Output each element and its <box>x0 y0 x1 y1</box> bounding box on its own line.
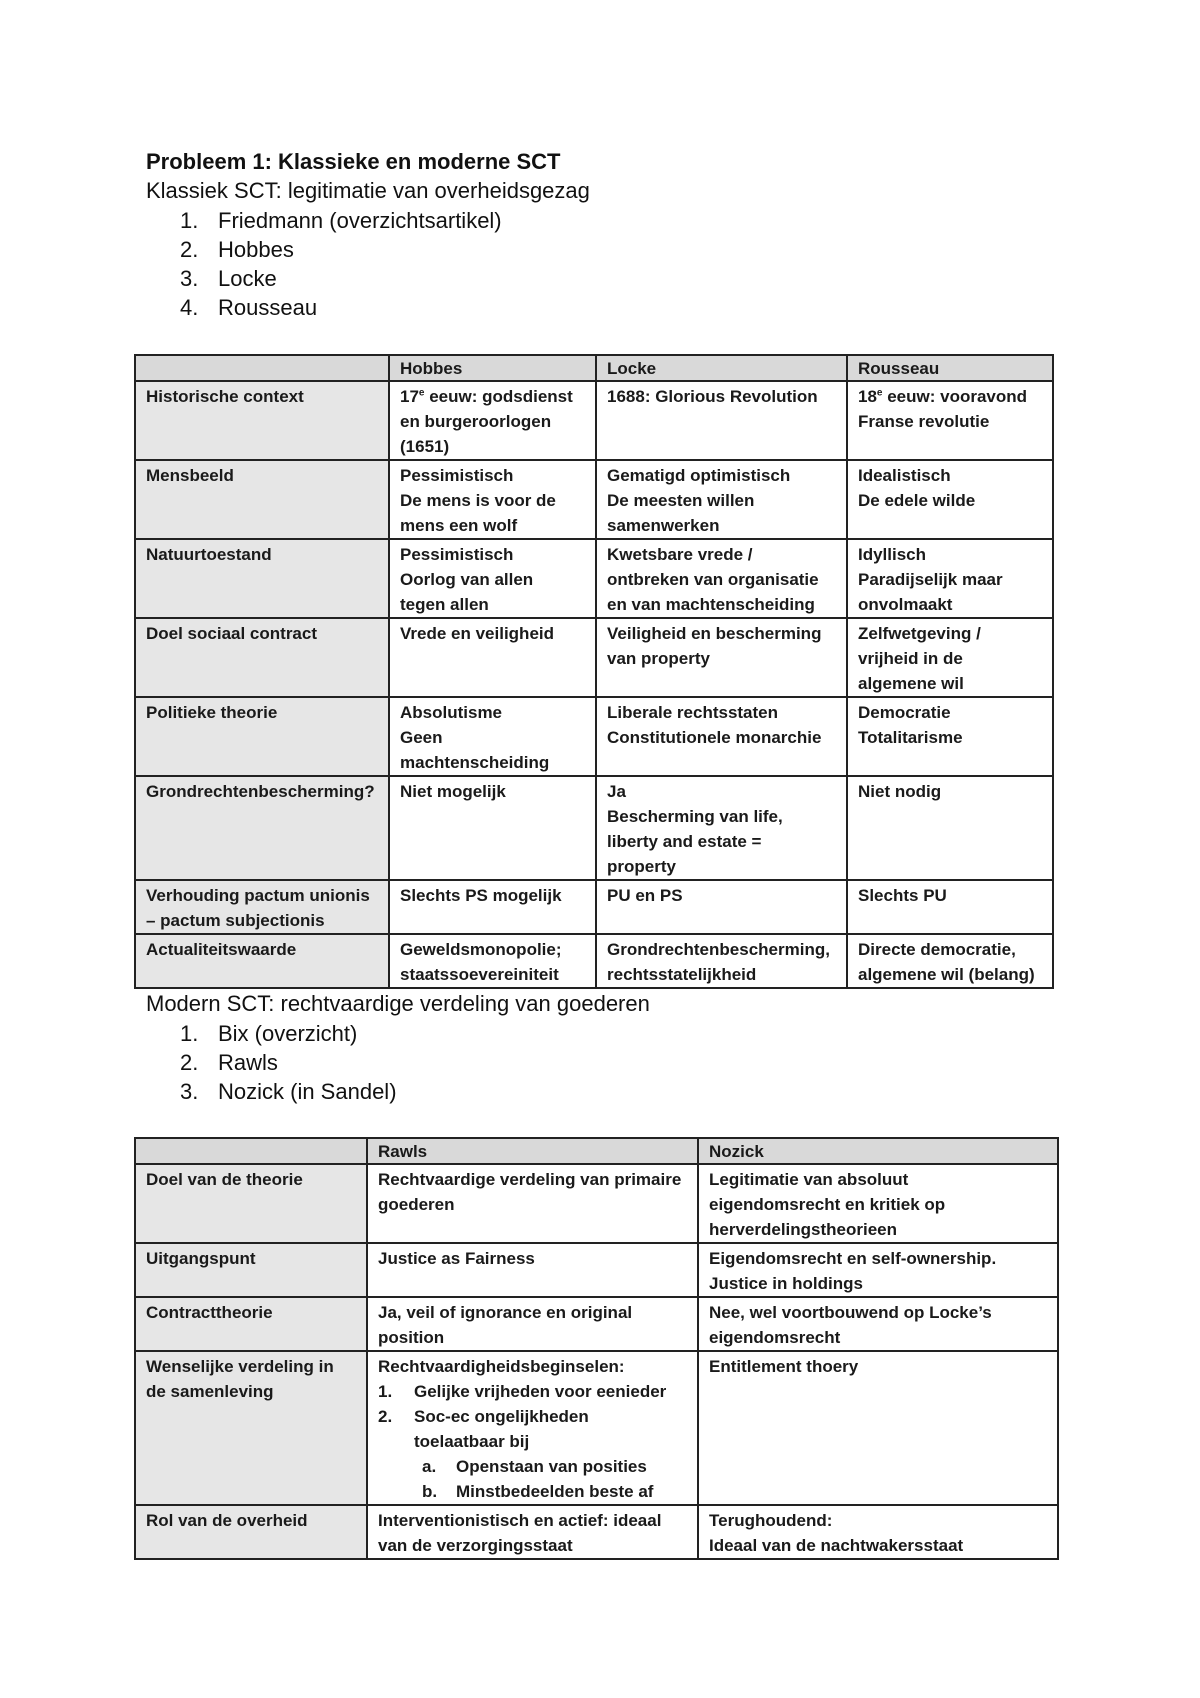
list-item: 1. Gelijke vrijheden voor eenieder <box>378 1382 667 1401</box>
cell: Democratie Totalitarisme <box>847 697 1053 776</box>
list-item-continuation: toelaatbaar bij <box>414 1432 530 1451</box>
table-row <box>135 460 1053 539</box>
row-label: Contracttheorie <box>135 1297 367 1351</box>
cell: Justice as Fairness <box>367 1243 698 1297</box>
cell: Vrede en veiligheid <box>389 618 596 697</box>
modern-sct-list <box>180 1019 397 1106</box>
row-label: Rol van de overheid <box>135 1505 367 1559</box>
table-row <box>135 539 1053 618</box>
cell: Nee, wel voortbouwend op Locke’s eigendomsrecht <box>698 1297 1058 1351</box>
cell: Slechts PU <box>847 880 1053 934</box>
header-empty <box>135 1138 367 1164</box>
header-nozick: Nozick <box>698 1138 1058 1164</box>
table-header-row <box>135 1138 1058 1164</box>
cell: Gematigd optimistisch De meesten willen samenwerken <box>596 460 847 539</box>
modern-sct-subtitle: Modern SCT: rechtvaardige verdeling van goederen <box>146 991 650 1016</box>
row-label: Verhouding pactum unionis – pactum subjectionis <box>135 880 389 934</box>
cell: Rechtvaardige verdeling van primaire goederen <box>367 1164 698 1243</box>
list-item: 2. Soc-ec ongelijkheden <box>378 1407 589 1426</box>
cell: Geweldsmonopolie; staatssoevereiniteit <box>389 934 596 988</box>
cell: Terughoudend: Ideaal van de nachtwakersstaat <box>698 1505 1058 1559</box>
cell: PU en PS <box>596 880 847 934</box>
sub-list-item: a. Openstaan van posities <box>422 1457 647 1476</box>
cell: Ja, veil of ignorance en original position <box>367 1297 698 1351</box>
classic-sct-subtitle: Klassiek SCT: legitimatie van overheidsgezag <box>146 178 590 203</box>
row-label: Uitgangspunt <box>135 1243 367 1297</box>
header-rousseau: Rousseau <box>847 355 1053 381</box>
cell: Directe democratie, algemene wil (belang) <box>847 934 1053 988</box>
cell: Niet mogelijk <box>389 776 596 880</box>
table-row <box>135 934 1053 988</box>
cell: Idyllisch Paradijselijk maar onvolmaakt <box>847 539 1053 618</box>
modern-sct-table <box>134 1137 1059 1560</box>
list-item: 4. Rousseau <box>180 295 318 320</box>
table-header-row <box>135 355 1053 381</box>
cell: Interventionistisch en actief: ideaal van de verzorgingsstaat <box>367 1505 698 1559</box>
header-hobbes: Hobbes <box>389 355 596 381</box>
table-row <box>135 776 1053 880</box>
table-row <box>135 1297 1058 1351</box>
cell: Eigendomsrecht en self-ownership. Justice in holdings <box>698 1243 1058 1297</box>
principles-list <box>378 1379 687 1504</box>
table-row <box>135 1164 1058 1243</box>
row-label: Doel sociaal contract <box>135 618 389 697</box>
cell: Kwetsbare vrede / ontbreken van organisatie en van machtenscheiding <box>596 539 847 618</box>
sub-list-item: b. Minstbedeelden beste af <box>422 1482 654 1501</box>
cell: Entitlement thoery <box>698 1351 1058 1505</box>
row-label: Historische context <box>135 381 389 460</box>
cell: Veiligheid en bescherming van property <box>596 618 847 697</box>
cell: Legitimatie van absoluut eigendomsrecht en kritiek op herverdelingstheorieen <box>698 1164 1058 1243</box>
list-item: 2. Rawls <box>180 1050 278 1075</box>
classic-sct-table <box>134 354 1054 989</box>
cell: Liberale rechtsstaten Constitutionele monarchie <box>596 697 847 776</box>
row-label: Grondrechtenbescherming? <box>135 776 389 880</box>
classic-sct-list <box>180 206 502 322</box>
row-label: Doel van de theorie <box>135 1164 367 1243</box>
cell: 18e eeuw: vooravond Franse revolutie <box>847 381 1053 460</box>
list-item: 1. Friedmann (overzichtsartikel) <box>180 208 502 233</box>
cell: Rechtvaardigheidsbeginselen: 1. Gelijke vrijheden voor eenieder 2. Soc-ec ongelijkheden toelaatbaar bij a. Openstaan van posities b. Minstbedeelden beste af <box>367 1351 698 1505</box>
cell: Idealistisch De edele wilde <box>847 460 1053 539</box>
problem-title: Probleem 1: Klassieke en moderne SCT <box>146 149 561 174</box>
cell: 1688: Glorious Revolution <box>596 381 847 460</box>
row-label: Politieke theorie <box>135 697 389 776</box>
header-locke: Locke <box>596 355 847 381</box>
table-row <box>135 1505 1058 1559</box>
cell: Absolutisme Geen machtenscheiding <box>389 697 596 776</box>
cell: 17e eeuw: godsdienst en burgeroorlogen (1651) <box>389 381 596 460</box>
row-label: Wenselijke verdeling in de samenleving <box>135 1351 367 1505</box>
list-item: 2. Hobbes <box>180 237 294 262</box>
header-empty <box>135 355 389 381</box>
list-item: 3. Locke <box>180 266 277 291</box>
row-label: Mensbeeld <box>135 460 389 539</box>
cell: Niet nodig <box>847 776 1053 880</box>
cell: Pessimistisch De mens is voor de mens een wolf <box>389 460 596 539</box>
header-rawls: Rawls <box>367 1138 698 1164</box>
table-row <box>135 880 1053 934</box>
cell: Pessimistisch Oorlog van allen tegen allen <box>389 539 596 618</box>
list-item: 3. Nozick (in Sandel) <box>180 1079 397 1104</box>
cell: Grondrechtenbescherming, rechtsstatelijkheid <box>596 934 847 988</box>
cell: Zelfwetgeving / vrijheid in de algemene wil <box>847 618 1053 697</box>
table-row <box>135 1351 1058 1505</box>
list-item: 1. Bix (overzicht) <box>180 1021 358 1046</box>
table-row <box>135 618 1053 697</box>
cell: Slechts PS mogelijk <box>389 880 596 934</box>
row-label: Natuurtoestand <box>135 539 389 618</box>
table-row <box>135 1243 1058 1297</box>
cell: Ja Bescherming van life, liberty and estate = property <box>596 776 847 880</box>
table-row <box>135 381 1053 460</box>
row-label: Actualiteitswaarde <box>135 934 389 988</box>
table-row <box>135 697 1053 776</box>
